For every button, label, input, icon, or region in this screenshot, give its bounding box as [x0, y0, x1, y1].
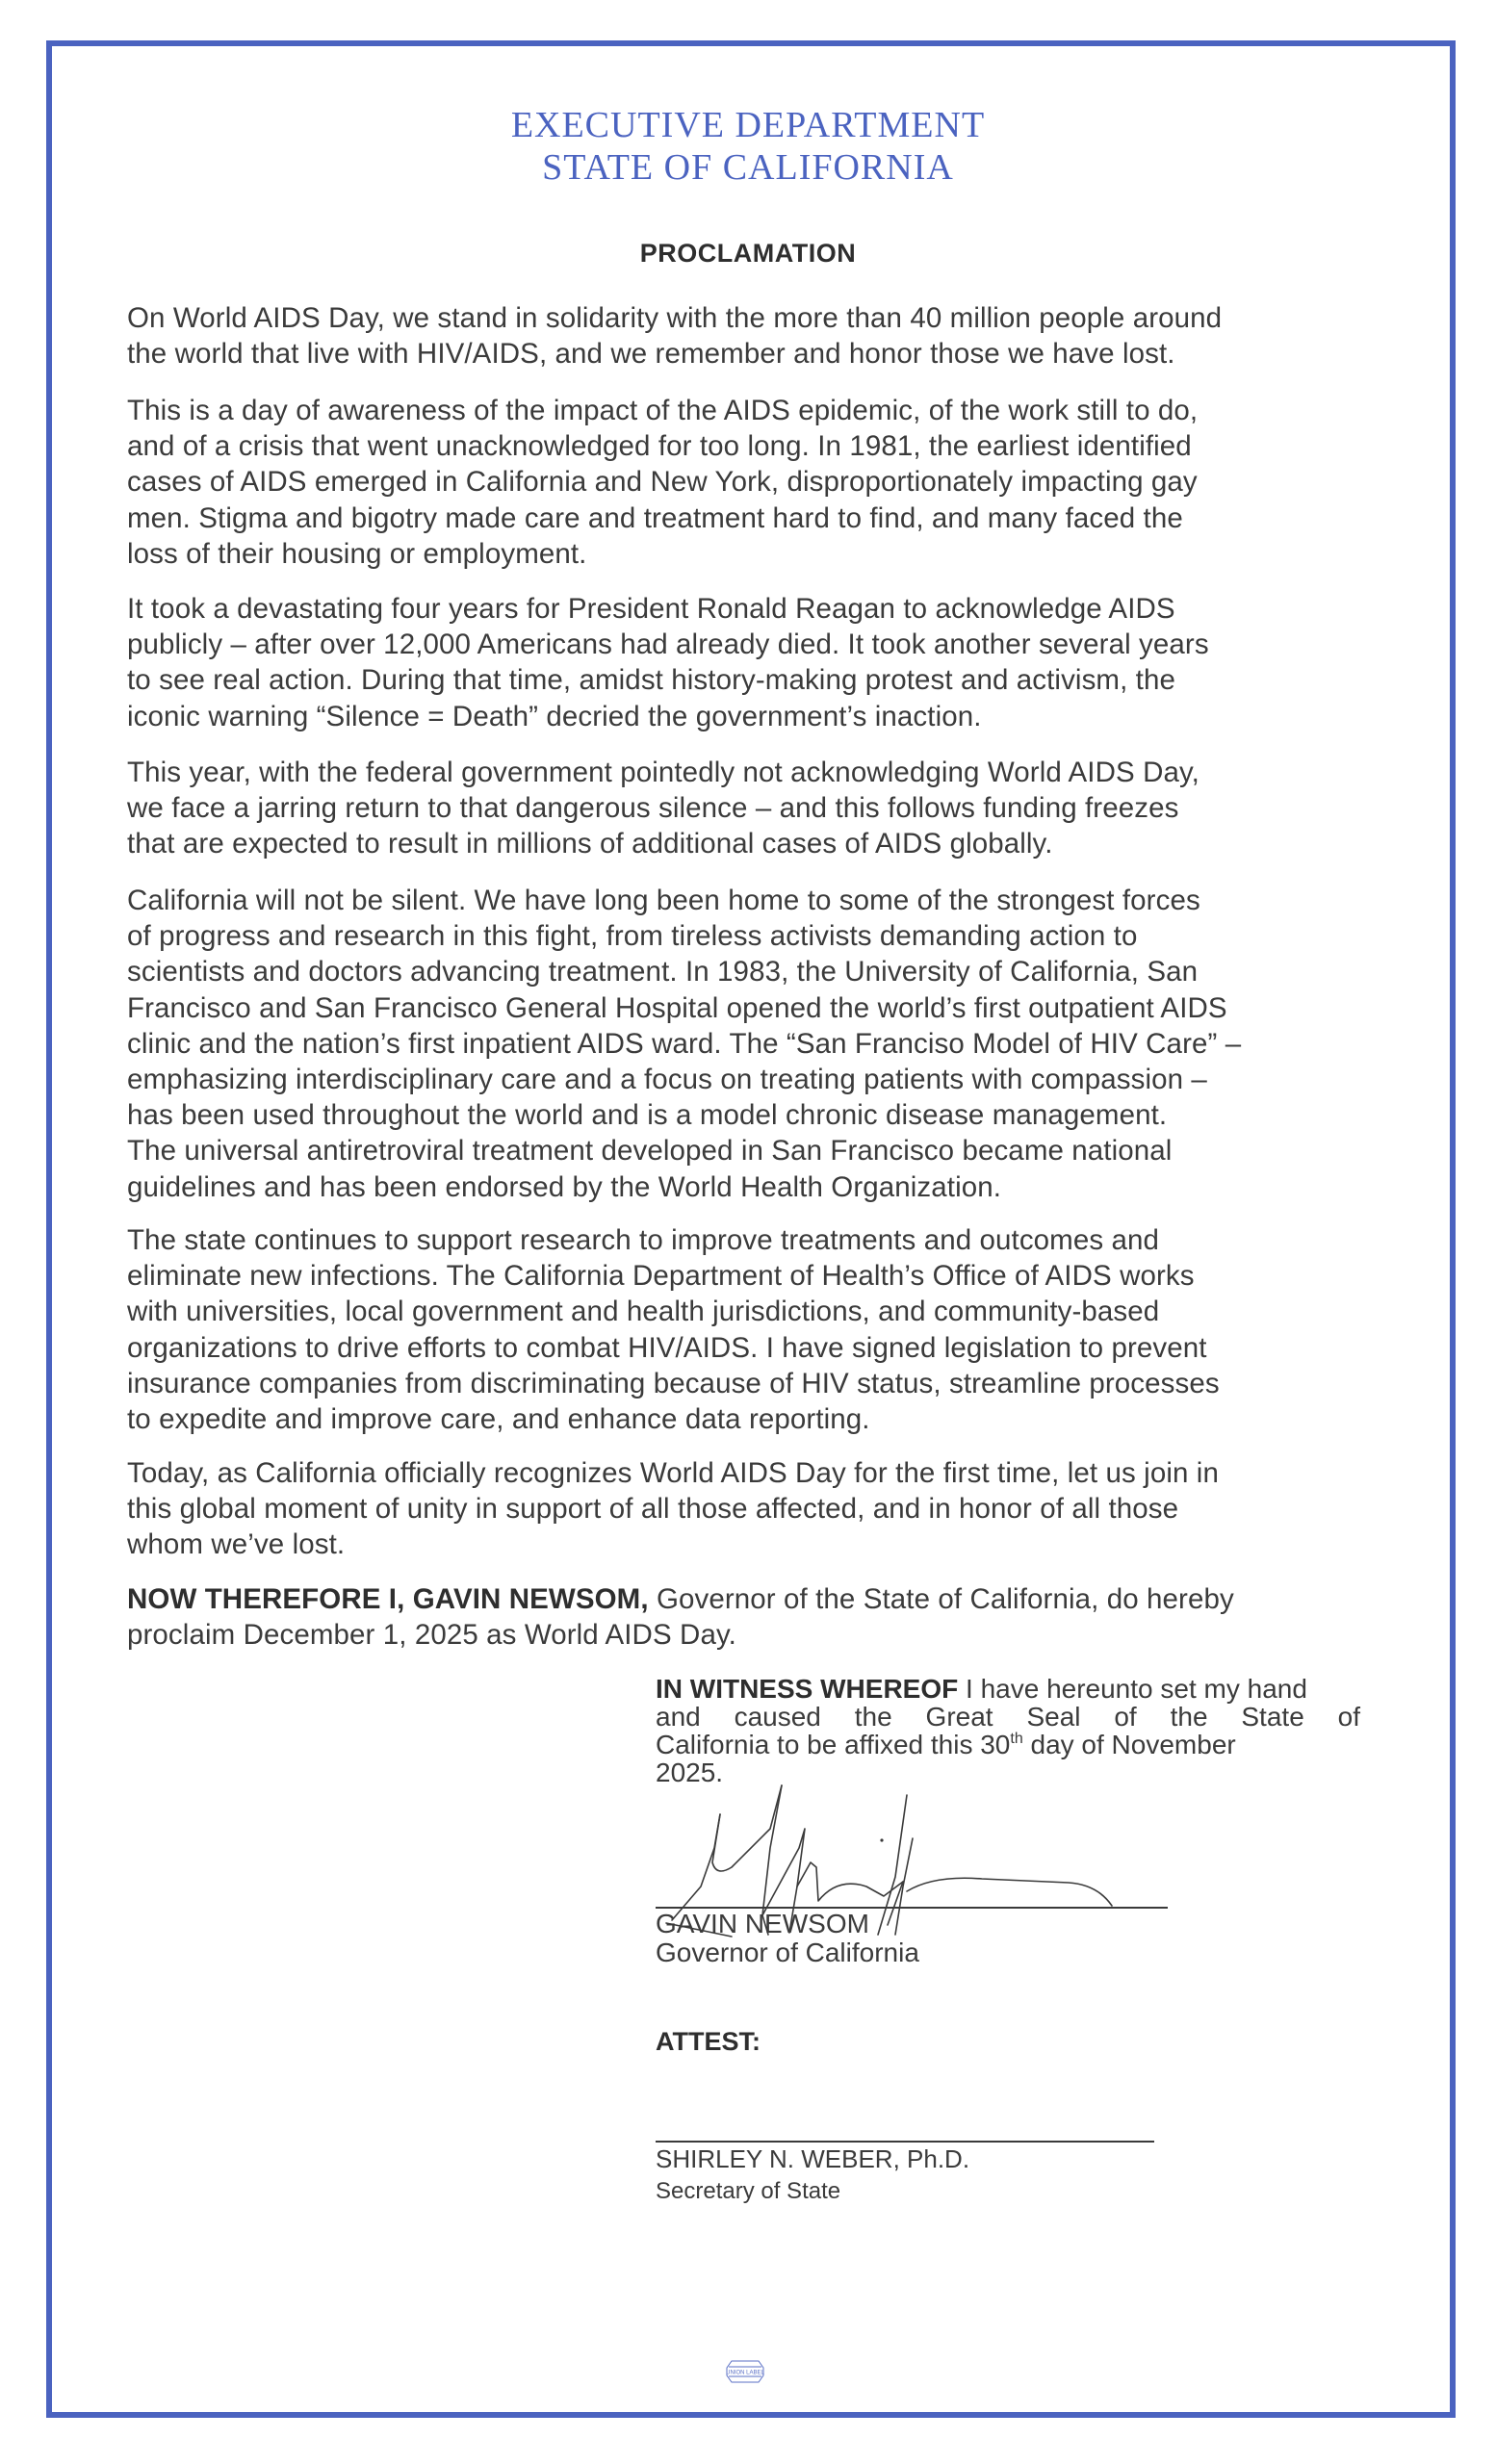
witness-line-4: 2025.: [656, 1758, 724, 1787]
paragraph-line: The universal antiretroviral treatment developed in San Francisco became national: [127, 1135, 1173, 1168]
witness-line-3-post: day of November: [1022, 1730, 1236, 1759]
proclamation-clause: [127, 1581, 1379, 1653]
governor-name: GAVIN NEWSOM: [656, 1909, 869, 1938]
attest-label: ATTEST:: [656, 2027, 761, 2056]
governor-title: Governor of California: [656, 1938, 919, 1967]
paragraph-line: This is a day of awareness of the impact of the AIDS epidemic, of the work still to do,: [127, 395, 1199, 426]
witness-line-3-pre: California to be affixed this 30: [656, 1730, 1011, 1759]
paragraph-line: eliminate new infections. The California Department of Health’s Office of AIDS works: [127, 1260, 1195, 1293]
paragraph-line: The state continues to support research to improve treatments and outcomes and: [127, 1224, 1160, 1256]
paragraph-line: iconic warning “Silence = Death” decried the government’s inaction.: [127, 700, 982, 732]
paragraph-line: of progress and research in this fight, from tireless activists demanding action to: [127, 920, 1138, 953]
paragraph-line: clinic and the nation’s first inpatient AIDS ward. The “San Franciso Model of HIV Care” –: [127, 1027, 1242, 1060]
paragraph-line: Francisco and San Francisco General Hospital opened the world’s first outpatient AIDS: [127, 991, 1227, 1024]
letterhead-state-of-california: STATE OF CALIFORNIA: [542, 147, 954, 188]
paragraph-line: and of a crisis that went unacknowledged for too long. In 1981, the earliest identified: [127, 430, 1192, 463]
paragraph-line: men. Stigma and bigotry made care and treatment hard to find, and many faced the: [127, 501, 1183, 534]
witness-block: [656, 1675, 1360, 1786]
paragraph-line: has been used throughout the world and is a model chronic disease management.: [127, 1099, 1168, 1132]
secretary-title: Secretary of State: [656, 2178, 841, 2204]
paragraph-7: [127, 1455, 1379, 1563]
paragraph-line: On World AIDS Day, we stand in solidarity with the more than 40 million people around: [127, 302, 1223, 334]
paragraph-line: this global moment of unity in support of all those affected, and in honor of all those: [127, 1493, 1179, 1526]
witness-line-2: and caused the Great Seal of the State of: [656, 1702, 1360, 1732]
paragraph-line: California will not be silent. We have long been home to some of the strongest forces: [127, 885, 1200, 916]
paragraph-line: the world that live with HIV/AIDS, and we remember and honor those we have lost.: [127, 338, 1175, 371]
paragraph-line: scientists and doctors advancing treatment. In 1983, the University of California, San: [127, 956, 1199, 988]
secretary-name: SHIRLEY N. WEBER, Ph.D.: [656, 2144, 970, 2173]
ordinal-suffix: th: [1010, 1731, 1023, 1747]
paragraph-line: to see real action. During that time, amidst history-making protest and activism, the: [127, 664, 1175, 697]
paragraph-line: with universities, local government and health jurisdictions, and community-based: [127, 1296, 1160, 1328]
witness-line-3: [656, 1731, 1360, 1758]
secretary-signature-line: [656, 2141, 1154, 2143]
paragraph-line: whom we’ve lost.: [127, 1528, 346, 1561]
paragraph-line: loss of their housing or employment.: [127, 537, 587, 570]
document-title: PROCLAMATION: [639, 239, 857, 268]
witness-line-1: [656, 1675, 1360, 1703]
paragraph-3: [127, 591, 1379, 734]
letterhead-executive-department: EXECUTIVE DEPARTMENT: [510, 105, 986, 145]
paragraph-line: publicly – after over 12,000 Americans had already died. It took another several years: [127, 629, 1209, 661]
paragraph-6: [127, 1222, 1379, 1437]
paragraph-line: It took a devastating four years for President Ronald Reagan to acknowledge AIDS: [127, 593, 1175, 625]
paragraph-line: Today, as California officially recognizes World AIDS Day for the first time, let us join in: [127, 1457, 1219, 1489]
paragraph-line: cases of AIDS emerged in California and New York, disproportionately impacting gay: [127, 466, 1198, 499]
paragraph-line: guidelines and has been endorsed by the World Health Organization.: [127, 1170, 1002, 1203]
witness-line-1-rest: I have hereunto set my hand: [958, 1674, 1307, 1704]
paragraph-line: This year, with the federal government pointedly not acknowledging World AIDS Day,: [127, 757, 1199, 788]
paragraph-2: [127, 393, 1379, 572]
proclamation-line-1-rest: Governor of the State of California, do hereby: [648, 1583, 1234, 1615]
paragraph-line: insurance companies from discriminating because of HIV status, streamline processes: [127, 1367, 1220, 1399]
paragraph-1: [127, 300, 1379, 372]
paragraph-line: that are expected to result in millions of additional cases of AIDS globally.: [127, 828, 1053, 860]
paragraph-4: [127, 755, 1379, 862]
paragraph-5: [127, 883, 1379, 1205]
paragraph-line: to expedite and improve care, and enhance data reporting.: [127, 1402, 870, 1435]
witness-bold-lead: IN WITNESS WHEREOF: [656, 1674, 959, 1704]
proclamation-line-2: proclaim December 1, 2025 as World AIDS Day.: [127, 1619, 736, 1652]
union-label-icon: [726, 2359, 764, 2384]
paragraph-line: emphasizing interdisciplinary care and a focus on treating patients with compassion –: [127, 1063, 1207, 1095]
svg-text:UNION LABEL: UNION LABEL: [726, 2370, 764, 2376]
paragraph-line: organizations to drive efforts to combat HIV/AIDS. I have signed legislation to prevent: [127, 1331, 1207, 1364]
paragraph-line: we face a jarring return to that dangerous silence – and this follows funding freezes: [127, 792, 1179, 825]
proclamation-line-1: [127, 1581, 1379, 1617]
proclamation-bold-lead: NOW THEREFORE I, GAVIN NEWSOM,: [127, 1583, 649, 1615]
